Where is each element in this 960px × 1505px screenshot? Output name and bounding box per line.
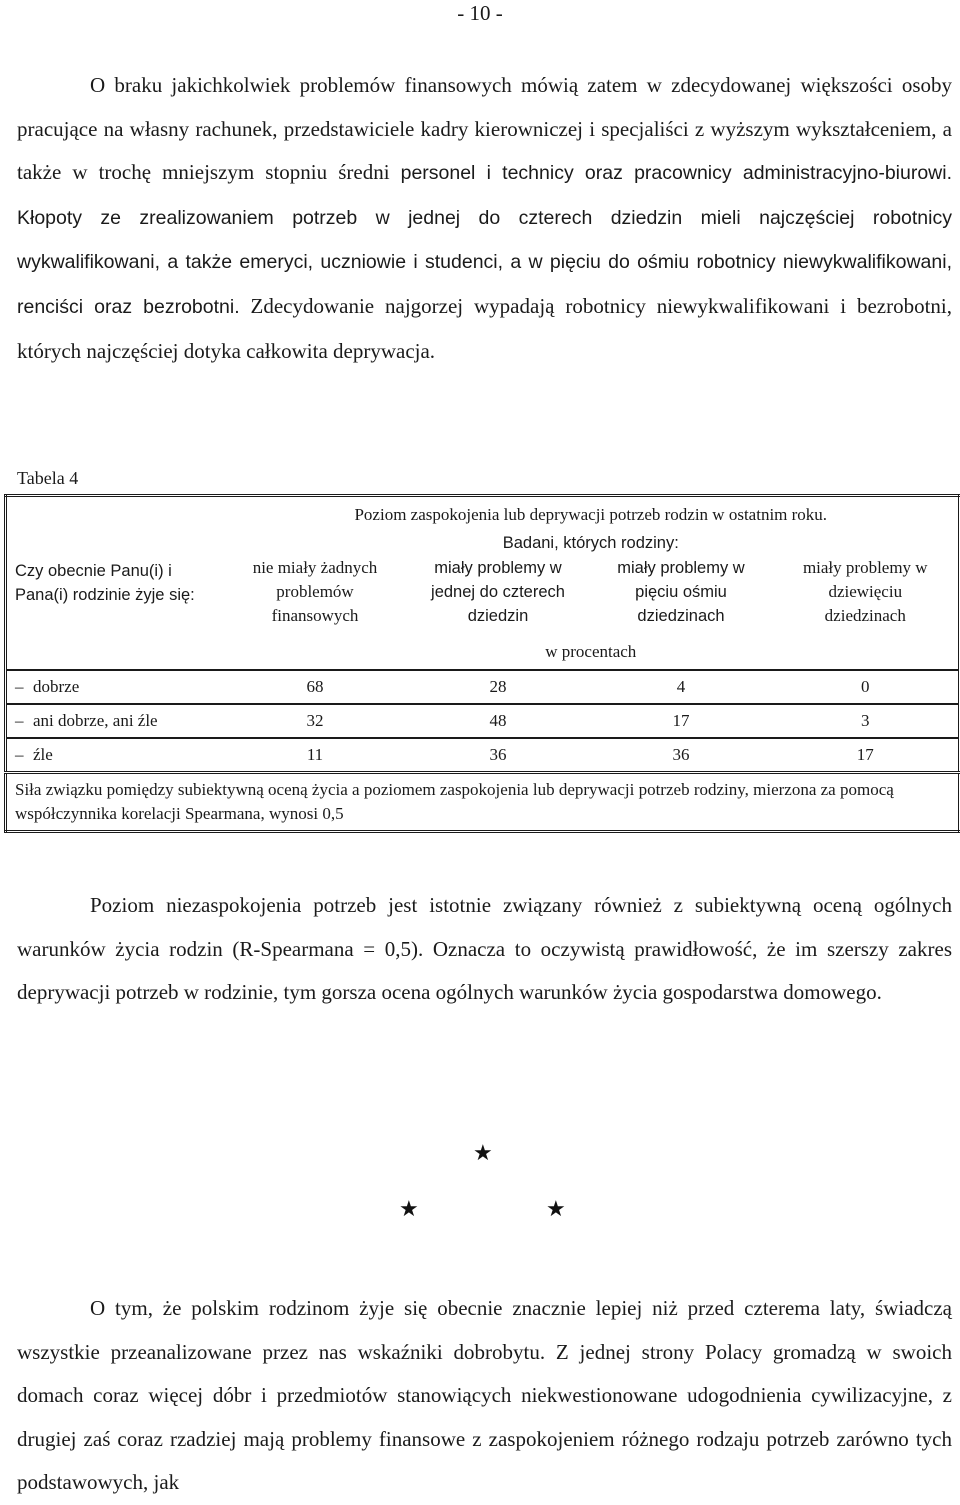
table-cell: 28 bbox=[407, 670, 590, 704]
paragraph-3 bbox=[17, 1287, 952, 1505]
column-header-2: miały problemy w jednej do czterech dziedzin bbox=[431, 559, 565, 625]
column-header-1: nie miały żadnych problemów finansowych bbox=[252, 558, 378, 625]
paragraph-1-text-b: personel i technicy oraz pracownicy administracyjno-biurowi. bbox=[400, 162, 953, 185]
table-cell: 48 bbox=[407, 704, 590, 738]
table-row bbox=[6, 704, 960, 738]
paragraph-1-text-c: Kłopoty ze zrealizowaniem potrzeb w jednej do czterech dziedzin mieli najczęściej robotnicy wykwalifikowani, a także emeryci, uczniowie i studenci, a w pięciu do ośmiu robotnicy niewykwalifikowani, renciści oraz bezrobotni. bbox=[17, 206, 952, 318]
row-label: – dobrze bbox=[6, 670, 224, 704]
paragraph-2 bbox=[17, 884, 952, 1015]
table-cell: 4 bbox=[590, 670, 773, 704]
table-cell: 3 bbox=[773, 704, 960, 738]
paragraph-1 bbox=[17, 64, 952, 373]
table-cell: 17 bbox=[773, 738, 960, 773]
table-cell: 32 bbox=[224, 704, 407, 738]
column-header-4: miały problemy w dziewięciu dziedzinach bbox=[802, 558, 928, 625]
separator-star-icon: ★ bbox=[473, 1141, 493, 1166]
separator-star-icon: ★ bbox=[399, 1197, 419, 1222]
table-cell: 17 bbox=[590, 704, 773, 738]
paragraph-3-text: O tym, że polskim rodzinom żyje się obecnie znacznie lepiej niż przed czterema laty, świadczą wszystkie przeanalizowane przez nas wskaźniki dobrobytu. Z jednej strony Polacy gromadzą w swoich domach coraz więcej dóbr i przedmiotów stanowiących niekwestionowane udogodnienia cywilizacyjne, z drugiej zaś coraz rzadziej mają problemy finansowe z zaspokojeniem różnego rodzaju potrzeb zarówno tych podstawowych, jak bbox=[17, 1296, 952, 1495]
table-footnote: Siła związku pomiędzy subiektywną oceną życia a poziomem zaspokojenia lub deprywacji potrzeb rodziny, mierzona za pomocą współczynnika korelacji Spearmana, wynosi 0,5 bbox=[6, 773, 960, 832]
table-cell: 11 bbox=[224, 738, 407, 773]
header-sub: Badani, których rodziny: bbox=[502, 534, 679, 552]
separator-star-icon: ★ bbox=[546, 1197, 566, 1222]
column-header-3: miały problemy w pięciu ośmiu dziedzinach bbox=[617, 559, 745, 625]
table-cell: 36 bbox=[407, 738, 590, 773]
header-main: Poziom zaspokojenia lub deprywacji potrzeb rodzin w ostatnim roku. bbox=[354, 505, 828, 524]
paragraph-1-text-d: Zdecydowanie najgorzej wypadają robotnicy niewykwalifikowani i bezrobotni, których najczęściej dotyka całkowita deprywacja. bbox=[17, 293, 953, 363]
question-cell: Czy obecnie Panu(i) i Pana(i) rodzinie żyje się: bbox=[15, 562, 195, 604]
table-cell: 0 bbox=[773, 670, 960, 704]
paragraph-2-text: Poziom niezaspokojenia potrzeb jest istotnie związany również z subiektywną oceną ogólnych warunków życia rodzin (R-Spearmana = 0,5). Oznacza to oczywistą prawidłowość, że im szerszy zakres deprywacji potrzeb w rodzinie, tym gorsza ocena ogólnych warunków życia gospodarstwa domowego. bbox=[17, 893, 952, 1005]
row-label: – ani dobrze, ani źle bbox=[6, 704, 224, 738]
paragraph-1-text-a: O braku jakichkolwiek problemów finansowych mówią zatem w zdecydowanej większości osoby pracujące na własny rachunek, przedstawiciele kadry kierowniczej i specjaliści z wyższym wykształceniem, a także w trochę mniejszym stopniu średni bbox=[17, 73, 952, 185]
table-cell: 36 bbox=[590, 738, 773, 773]
page-number: - 10 - bbox=[457, 1, 503, 25]
table-row bbox=[6, 670, 960, 704]
unit-label: w procentach bbox=[545, 642, 637, 661]
row-label: – źle bbox=[6, 738, 224, 773]
table-cell: 68 bbox=[224, 670, 407, 704]
table-row bbox=[6, 738, 960, 773]
table-caption: Tabela 4 bbox=[17, 468, 79, 488]
data-table bbox=[4, 494, 960, 833]
